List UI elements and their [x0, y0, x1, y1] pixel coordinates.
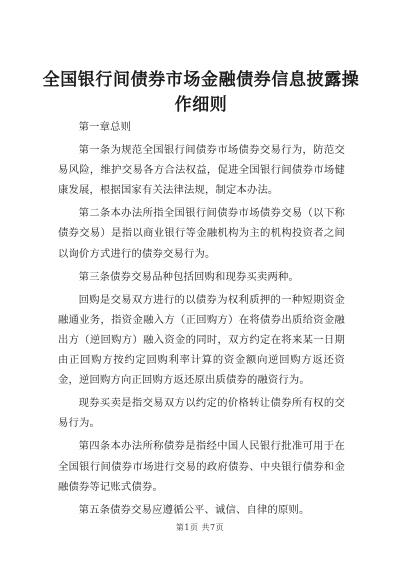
article-paragraph: 第四条本办法所称债券是指经中国人民银行批准可用于在全国银行间债券市场进行交易的政府债券、中央银行债券和金融债券等记账式债券。 [58, 440, 345, 493]
article-paragraph: 回购是交易双方进行的以债券为权利质押的一种短期资金融通业务，指资金融入方（正回购方）在将债券出质给资金融出方（逆回购方）融入资金的同时，双方约定在将来某一日期由正回购方按约定回购利率计算的资金额向逆回购方返还资金，逆回购方向正回购方返还原出质债券的融资行为。 [58, 293, 345, 387]
article-paragraph: 第一条为规范全国银行间债券市场债券交易行为，防范交易风险，维护交易各方合法权益，促进全国银行间债券市场健康发展，根据国家有关法律法规，制定本办法。 [58, 144, 345, 197]
article-paragraph: 第二条本办法所指全国银行间债券市场债券交易（以下称债券交易）是指以商业银行等金融机构为主的机构投资者之间以询价方式进行的债券交易行为。 [58, 207, 345, 260]
page-number: 第1页 共7页 [175, 523, 225, 532]
document-title: 全国银行间债券市场金融债券信息披露操作细则 [42, 70, 360, 115]
document-body [58, 117, 345, 523]
article-paragraph: 第五条债券交易应遵循公平、诚信、自律的原则。 [78, 503, 310, 516]
article-paragraph: 现券买卖是指交易双方以约定的价格转让债券所有权的交易行为。 [58, 397, 345, 430]
chapter-heading: 第一章总则 [78, 121, 132, 133]
article-paragraph: 第三条债券交易品种包括回购和现券买卖两种。 [78, 270, 300, 283]
